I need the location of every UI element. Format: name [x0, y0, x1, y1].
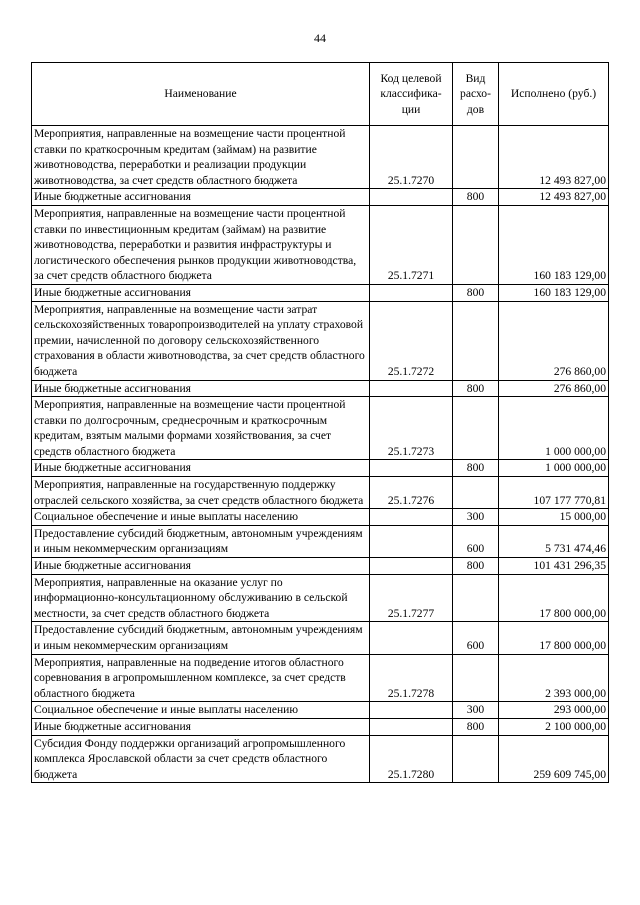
- row-kind: 800: [453, 189, 499, 206]
- row-name: Иные бюджетные ассигнования: [32, 284, 370, 301]
- row-amount: 1 000 000,00: [499, 460, 609, 477]
- row-name: Социальное обеспечение и иные выплаты населению: [32, 509, 370, 526]
- table-row: [32, 622, 609, 654]
- row-name: Мероприятия, направленные на оказание услуг по информационно-консультационному обслуживанию в сельской местности, за счет средств областного бюджета: [32, 574, 370, 622]
- row-amount: 276 860,00: [499, 301, 609, 380]
- row-name: Мероприятия, направленные на возмещение части процентной ставки по долгосрочным, среднесрочным и краткосрочным кредитам, взятым малыми формами хозяйствования, за счет средств областного бюджета: [32, 397, 370, 460]
- row-kind: [453, 735, 499, 783]
- header-kind: Вид расхо-дов: [453, 63, 499, 126]
- row-code: 25.1.7276: [370, 477, 453, 509]
- row-amount: 1 000 000,00: [499, 397, 609, 460]
- table-row: [32, 189, 609, 206]
- row-kind: 300: [453, 509, 499, 526]
- row-code: [370, 189, 453, 206]
- table-header: [32, 63, 609, 126]
- table-row: [32, 460, 609, 477]
- table-row: [32, 284, 609, 301]
- row-kind: [453, 654, 499, 702]
- row-kind: 800: [453, 380, 499, 397]
- row-amount: 2 100 000,00: [499, 718, 609, 735]
- row-amount: 5 731 474,46: [499, 525, 609, 557]
- row-kind: 800: [453, 558, 499, 575]
- table-row: [32, 654, 609, 702]
- table-row: [32, 205, 609, 284]
- row-code: 25.1.7280: [370, 735, 453, 783]
- row-code: [370, 558, 453, 575]
- row-amount: 12 493 827,00: [499, 126, 609, 189]
- row-amount: 276 860,00: [499, 380, 609, 397]
- table-row: [32, 477, 609, 509]
- row-name: Иные бюджетные ассигнования: [32, 460, 370, 477]
- row-name: Иные бюджетные ассигнования: [32, 380, 370, 397]
- row-amount: 107 177 770,81: [499, 477, 609, 509]
- row-code: 25.1.7272: [370, 301, 453, 380]
- row-kind: [453, 574, 499, 622]
- row-kind: 300: [453, 702, 499, 719]
- table-row: [32, 126, 609, 189]
- row-code: [370, 702, 453, 719]
- row-name: Предоставление субсидий бюджетным, автономным учреждениям и иным некоммерческим организациям: [32, 622, 370, 654]
- row-kind: 800: [453, 460, 499, 477]
- row-name: Мероприятия, направленные на возмещение части затрат сельскохозяйственных товаропроизводителей на уплату страховой премии, начисленной по договору сельскохозяйственного страхования в области животноводства, за счет средств областного бюджета: [32, 301, 370, 380]
- row-amount: 17 800 000,00: [499, 622, 609, 654]
- row-kind: 800: [453, 718, 499, 735]
- row-code: 25.1.7271: [370, 205, 453, 284]
- row-code: 25.1.7270: [370, 126, 453, 189]
- row-name: Мероприятия, направленные на возмещение части процентной ставки по инвестиционным кредитам (займам) на развитие животноводства, переработки и развития инфраструктуры и логистического обеспечения рынков продукции животноводства, за счет средств областного бюджета: [32, 205, 370, 284]
- row-code: [370, 525, 453, 557]
- header-amount: Исполнено (руб.): [499, 63, 609, 126]
- row-amount: 293 000,00: [499, 702, 609, 719]
- table-row: [32, 301, 609, 380]
- row-name: Мероприятия, направленные на возмещение части процентной ставки по краткосрочным кредитам (займам) на развитие животноводства, переработки и реализации продукции животноводства, за счет средств областного бюджета: [32, 126, 370, 189]
- row-name: Социальное обеспечение и иные выплаты населению: [32, 702, 370, 719]
- row-name: Мероприятия, направленные на подведение итогов областного соревнования в агропромышленном комплексе, за счет средств областного бюджета: [32, 654, 370, 702]
- row-code: [370, 509, 453, 526]
- row-amount: 259 609 745,00: [499, 735, 609, 783]
- row-code: 25.1.7277: [370, 574, 453, 622]
- row-code: [370, 718, 453, 735]
- row-kind: 600: [453, 525, 499, 557]
- row-kind: [453, 301, 499, 380]
- header-code: Код целевой классифика-ции: [370, 63, 453, 126]
- row-amount: 160 183 129,00: [499, 284, 609, 301]
- table-row: [32, 574, 609, 622]
- table-body: [32, 126, 609, 783]
- row-code: [370, 380, 453, 397]
- table-row: [32, 525, 609, 557]
- row-name: Иные бюджетные ассигнования: [32, 718, 370, 735]
- row-amount: 15 000,00: [499, 509, 609, 526]
- row-code: [370, 284, 453, 301]
- page-number: 44: [314, 31, 326, 45]
- table-row: [32, 702, 609, 719]
- row-name: Мероприятия, направленные на государственную поддержку отраслей сельского хозяйства, за счет средств областного бюджета: [32, 477, 370, 509]
- table-row: [32, 380, 609, 397]
- header-row: [32, 63, 609, 126]
- row-amount: 2 393 000,00: [499, 654, 609, 702]
- row-code: [370, 622, 453, 654]
- row-kind: [453, 205, 499, 284]
- row-name: Иные бюджетные ассигнования: [32, 558, 370, 575]
- row-kind: 800: [453, 284, 499, 301]
- budget-table: [31, 62, 609, 783]
- header-name: Наименование: [32, 63, 370, 126]
- row-code: 25.1.7278: [370, 654, 453, 702]
- row-code: 25.1.7273: [370, 397, 453, 460]
- row-amount: 17 800 000,00: [499, 574, 609, 622]
- row-kind: [453, 126, 499, 189]
- table-row: [32, 397, 609, 460]
- row-amount: 12 493 827,00: [499, 189, 609, 206]
- table-row: [32, 509, 609, 526]
- table-row: [32, 735, 609, 783]
- row-name: Иные бюджетные ассигнования: [32, 189, 370, 206]
- row-name: Субсидия Фонду поддержки организаций агропромышленного комплекса Ярославской области за счет средств областного бюджета: [32, 735, 370, 783]
- row-kind: [453, 397, 499, 460]
- row-amount: 160 183 129,00: [499, 205, 609, 284]
- row-code: [370, 460, 453, 477]
- row-name: Предоставление субсидий бюджетным, автономным учреждениям и иным некоммерческим организациям: [32, 525, 370, 557]
- row-kind: [453, 477, 499, 509]
- row-kind: 600: [453, 622, 499, 654]
- table-row: [32, 558, 609, 575]
- row-amount: 101 431 296,35: [499, 558, 609, 575]
- table-row: [32, 718, 609, 735]
